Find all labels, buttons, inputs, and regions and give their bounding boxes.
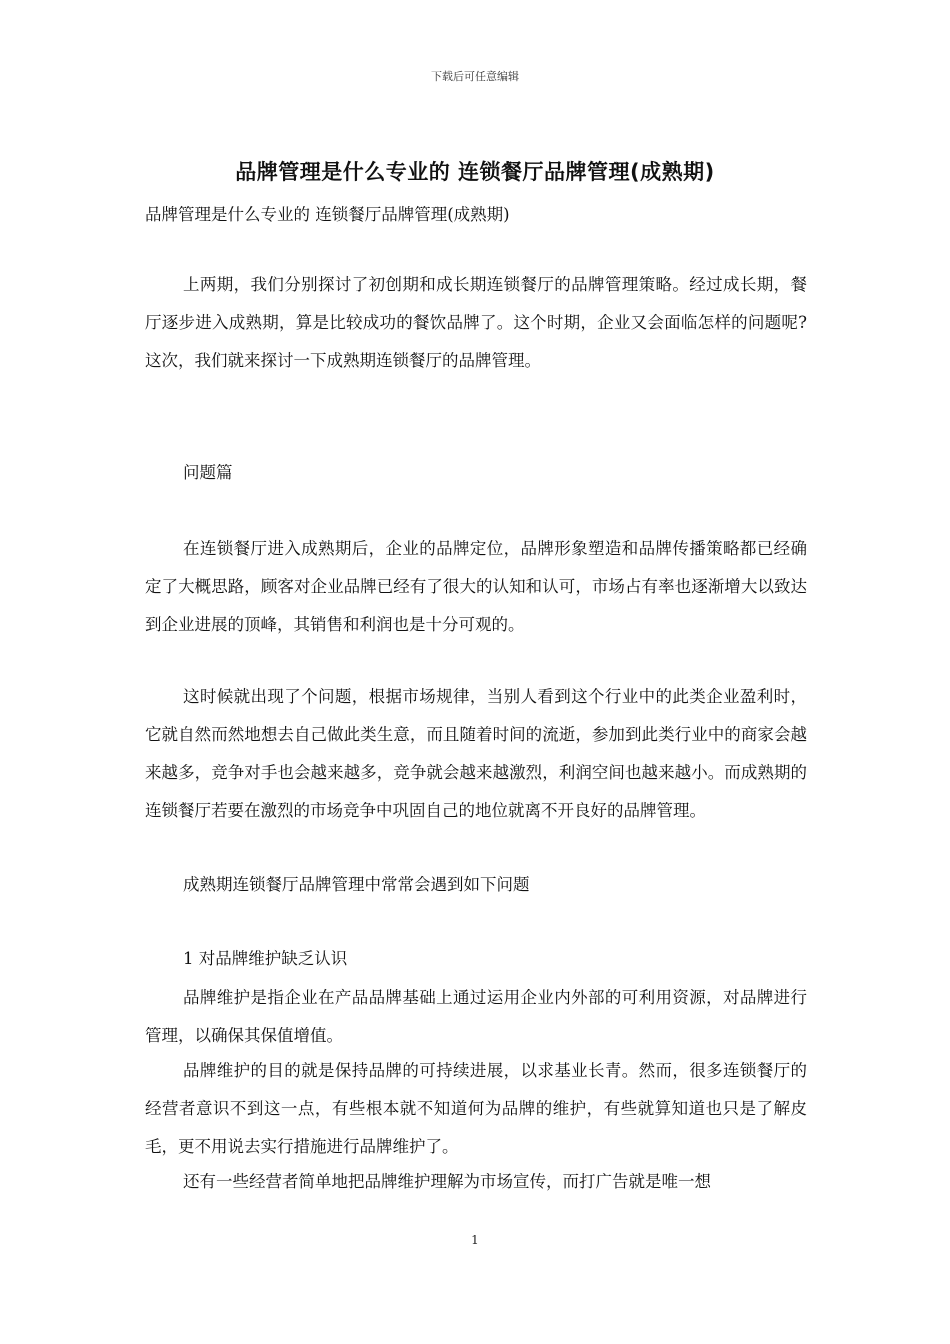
section-heading: 问题篇 <box>183 463 233 482</box>
document-title: 品牌管理是什么专业的 连锁餐厅品牌管理(成熟期) <box>235 160 715 184</box>
body-paragraph: 这时候就出现了个问题，根据市场规律，当别人看到这个行业中的此类企业盈利时，它就自然而然地想去自己做此类生意，而且随着时间的流逝，参加到此类行业中的商家会越来越多，竞争对手也会越来越多，竞争就会越来越激烈，利润空间也越来越小。而成熟期的连锁餐厅若要在激烈的市场竞争中巩固自己的地位就离不开良好的品牌管理。 <box>145 687 807 820</box>
list-item-heading: 1 对品牌维护缺乏认识 <box>183 949 348 968</box>
intro-paragraph: 上两期，我们分别探讨了初创期和成长期连锁餐厅的品牌管理策略。经过成长期，餐厅逐步进入成熟期，算是比较成功的餐饮品牌了。这个时期，企业又会面临怎样的问题呢?这次，我们就来探讨一下成熟期连锁餐厅的品牌管理。 <box>145 275 807 370</box>
page-number: 1 <box>471 1233 479 1247</box>
body-paragraph: 在连锁餐厅进入成熟期后，企业的品牌定位，品牌形象塑造和品牌传播策略都已经确定了大概思路，顾客对企业品牌已经有了很大的认知和认可，市场占有率也逐渐增大以致达到企业进展的顶峰，其销售和利润也是十分可观的。 <box>145 539 807 634</box>
header-note: 下载后可任意编辑 <box>431 70 519 83</box>
document-subtitle: 品牌管理是什么专业的 连锁餐厅品牌管理(成熟期) <box>145 205 510 224</box>
body-paragraph: 还有一些经营者简单地把品牌维护理解为市场宣传，而打广告就是唯一想 <box>183 1172 711 1191</box>
body-paragraph: 品牌维护的目的就是保持品牌的可持续进展，以求基业长青。然而，很多连锁餐厅的经营者意识不到这一点，有些根本就不知道何为品牌的维护，有些就算知道也只是了解皮毛，更不用说去实行措施进行品牌维护了。 <box>145 1061 807 1156</box>
body-paragraph: 品牌维护是指企业在产品品牌基础上通过运用企业内外部的可利用资源，对品牌进行管理，以确保其保值增值。 <box>145 988 807 1045</box>
body-paragraph: 成熟期连锁餐厅品牌管理中常常会遇到如下问题 <box>183 875 530 894</box>
